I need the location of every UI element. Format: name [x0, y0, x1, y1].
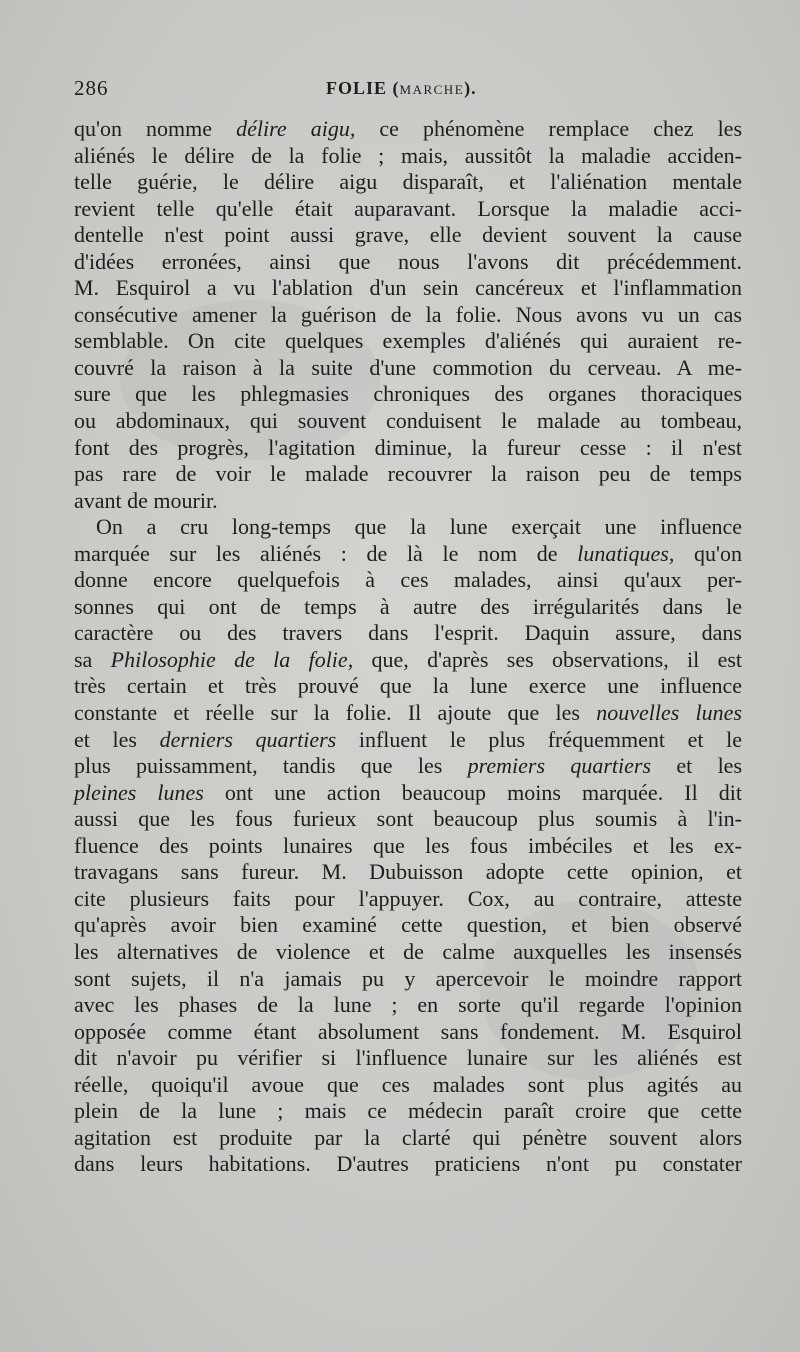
text-run: On a cru long-temps que la lune exerçait une influence	[96, 514, 742, 540]
text-run: semblable. On cite quelques exemples d'aliénés qui auraient re-	[74, 328, 742, 354]
text-line	[74, 833, 742, 860]
text-run: qu'on	[674, 540, 742, 566]
running-head-small: MARCHE	[399, 82, 465, 97]
text-run: sonnes qui ont de temps à autre des irrégularités dans le	[74, 593, 742, 619]
text-run: d'idées erronées, ainsi que nous l'avons dit précédemment.	[74, 248, 742, 274]
text-run: opposée comme étant absolument sans fondement. M. Esquirol	[74, 1018, 742, 1044]
text-line	[74, 541, 742, 568]
text-run: sa	[74, 646, 111, 672]
text-line	[74, 328, 742, 355]
text-run: qu'après avoir bien examiné cette question, et bien observé	[74, 912, 742, 938]
italic-phrase: nouvelles lunes	[596, 700, 742, 726]
page-number: 286	[74, 76, 109, 100]
running-head	[326, 78, 477, 99]
text-run: cite plusieurs faits pour l'appuyer. Cox, au contraire, atteste	[74, 885, 742, 911]
text-run: qu'on nomme	[74, 116, 237, 141]
italic-phrase: délire aigu,	[236, 116, 356, 141]
italic-phrase: pleines lunes	[74, 779, 204, 805]
text-line	[74, 620, 742, 647]
text-line	[74, 1072, 742, 1099]
text-run: fluence des points lunaires que les fous imbéciles et les ex-	[74, 832, 742, 858]
text-line	[74, 673, 742, 700]
text-run: ce phénomène remplace chez les	[355, 116, 743, 141]
text-run: marquée sur les aliénés : de là le nom de	[74, 540, 578, 566]
text-line	[74, 727, 742, 754]
text-run: revient telle qu'elle était auparavant. Lorsque la maladie acci-	[74, 195, 742, 221]
text-run: couvré la raison à la suite d'une commotion du cerveau. A me-	[74, 354, 742, 380]
paragraph	[74, 116, 742, 514]
text-run: dit n'avoir pu vérifier si l'influence lunaire sur les aliénés est	[74, 1045, 742, 1071]
page-header	[74, 76, 742, 106]
italic-phrase: premiers quartiers	[467, 753, 652, 779]
text-line	[74, 1045, 742, 1072]
running-head-end: ).	[464, 78, 477, 98]
text-line	[74, 567, 742, 594]
text-run: font des progrès, l'agitation diminue, la fureur cesse : il n'est	[74, 434, 742, 460]
text-line	[74, 355, 742, 382]
text-line	[74, 939, 742, 966]
text-run: les alternatives de violence et de calme auxquelles les insensés	[74, 938, 742, 964]
text-line	[74, 408, 742, 435]
text-line	[74, 275, 742, 302]
text-run: et les	[651, 753, 743, 779]
text-line	[74, 966, 742, 993]
text-run: très certain et très prouvé que la lune exerce une influence	[74, 673, 742, 699]
text-run: constante et réelle sur la folie. Il ajoute que les	[74, 700, 597, 726]
text-run: aussi que les fous furieux sont beaucoup plus soumis à l'in-	[74, 806, 742, 832]
text-run: réelle, quoiqu'il avoue que ces malades sont plus agités au	[74, 1071, 742, 1097]
text-run: dans leurs habitations. D'autres praticiens n'ont pu constater	[74, 1151, 742, 1177]
italic-phrase: Philosophie de la folie,	[110, 646, 354, 672]
text-run: telle guérie, le délire aigu disparaît, et l'aliénation mentale	[74, 169, 742, 195]
text-run: plus puissamment, tandis que les	[74, 753, 468, 779]
text-line	[74, 806, 742, 833]
text-line	[74, 1125, 742, 1152]
text-run: travagans sans fureur. M. Dubuisson adopte cette opinion, et	[74, 859, 742, 885]
text-line	[74, 647, 742, 674]
text-line	[74, 1098, 742, 1125]
text-line	[74, 488, 742, 515]
text-run: sont sujets, il n'a jamais pu y apercevoir le moindre rapport	[74, 965, 742, 991]
text-line	[74, 461, 742, 488]
text-run: M. Esquirol a vu l'ablation d'un sein cancéreux et l'inflammation	[74, 275, 742, 301]
text-run: ou abdominaux, qui souvent conduisent le malade au tombeau,	[74, 408, 742, 434]
text-line	[74, 435, 742, 462]
text-run: dentelle n'est point aussi grave, elle devient souvent la cause	[74, 222, 742, 248]
text-run: consécutive amener la guérison de la folie. Nous avons vu un cas	[74, 301, 742, 327]
text-run: caractère ou des travers dans l'esprit. Daquin assure, dans	[74, 620, 742, 646]
text-run: plein de la lune ; mais ce médecin paraît croire que cette	[74, 1098, 742, 1124]
text-run: ont une action beaucoup moins marquée. Il dit	[203, 779, 742, 805]
text-line	[74, 753, 742, 780]
running-head-main: FOLIE (	[326, 78, 400, 98]
italic-phrase: derniers quartiers	[159, 726, 337, 752]
text-run: avant de mourir.	[74, 487, 218, 513]
text-line	[74, 1151, 742, 1178]
text-line	[74, 143, 742, 170]
text-run: agitation est produite par la clarté qui pénètre souvent alors	[74, 1124, 742, 1150]
text-line	[74, 222, 742, 249]
text-run: influent le plus fréquemment et le	[336, 726, 743, 752]
text-line	[74, 780, 742, 807]
text-line	[74, 886, 742, 913]
text-line	[74, 381, 742, 408]
text-line	[74, 1019, 742, 1046]
text-run: donne encore quelquefois à ces malades, ainsi qu'aux per-	[74, 567, 742, 593]
text-line	[74, 514, 742, 541]
text-line	[74, 912, 742, 939]
text-run: aliénés le délire de la folie ; mais, aussitôt la maladie acciden-	[74, 142, 742, 168]
text-line	[74, 116, 742, 143]
paragraph	[74, 514, 742, 1178]
text-run: pas rare de voir le malade recouvrer la raison peu de temps	[74, 461, 742, 487]
text-run: et les	[74, 726, 160, 752]
body-text	[74, 116, 742, 1178]
text-line	[74, 859, 742, 886]
text-line	[74, 302, 742, 329]
italic-phrase: lunatiques,	[577, 540, 675, 566]
text-line	[74, 249, 742, 276]
text-run: que, d'après ses observations, il est	[353, 646, 743, 672]
text-line	[74, 992, 742, 1019]
text-line	[74, 169, 742, 196]
text-run: avec les phases de la lune ; en sorte qu'il regarde l'opinion	[74, 992, 742, 1018]
text-run: sure que les phlegmasies chroniques des organes thoraciques	[74, 381, 742, 407]
text-line	[74, 196, 742, 223]
text-line	[74, 700, 742, 727]
text-line	[74, 594, 742, 621]
